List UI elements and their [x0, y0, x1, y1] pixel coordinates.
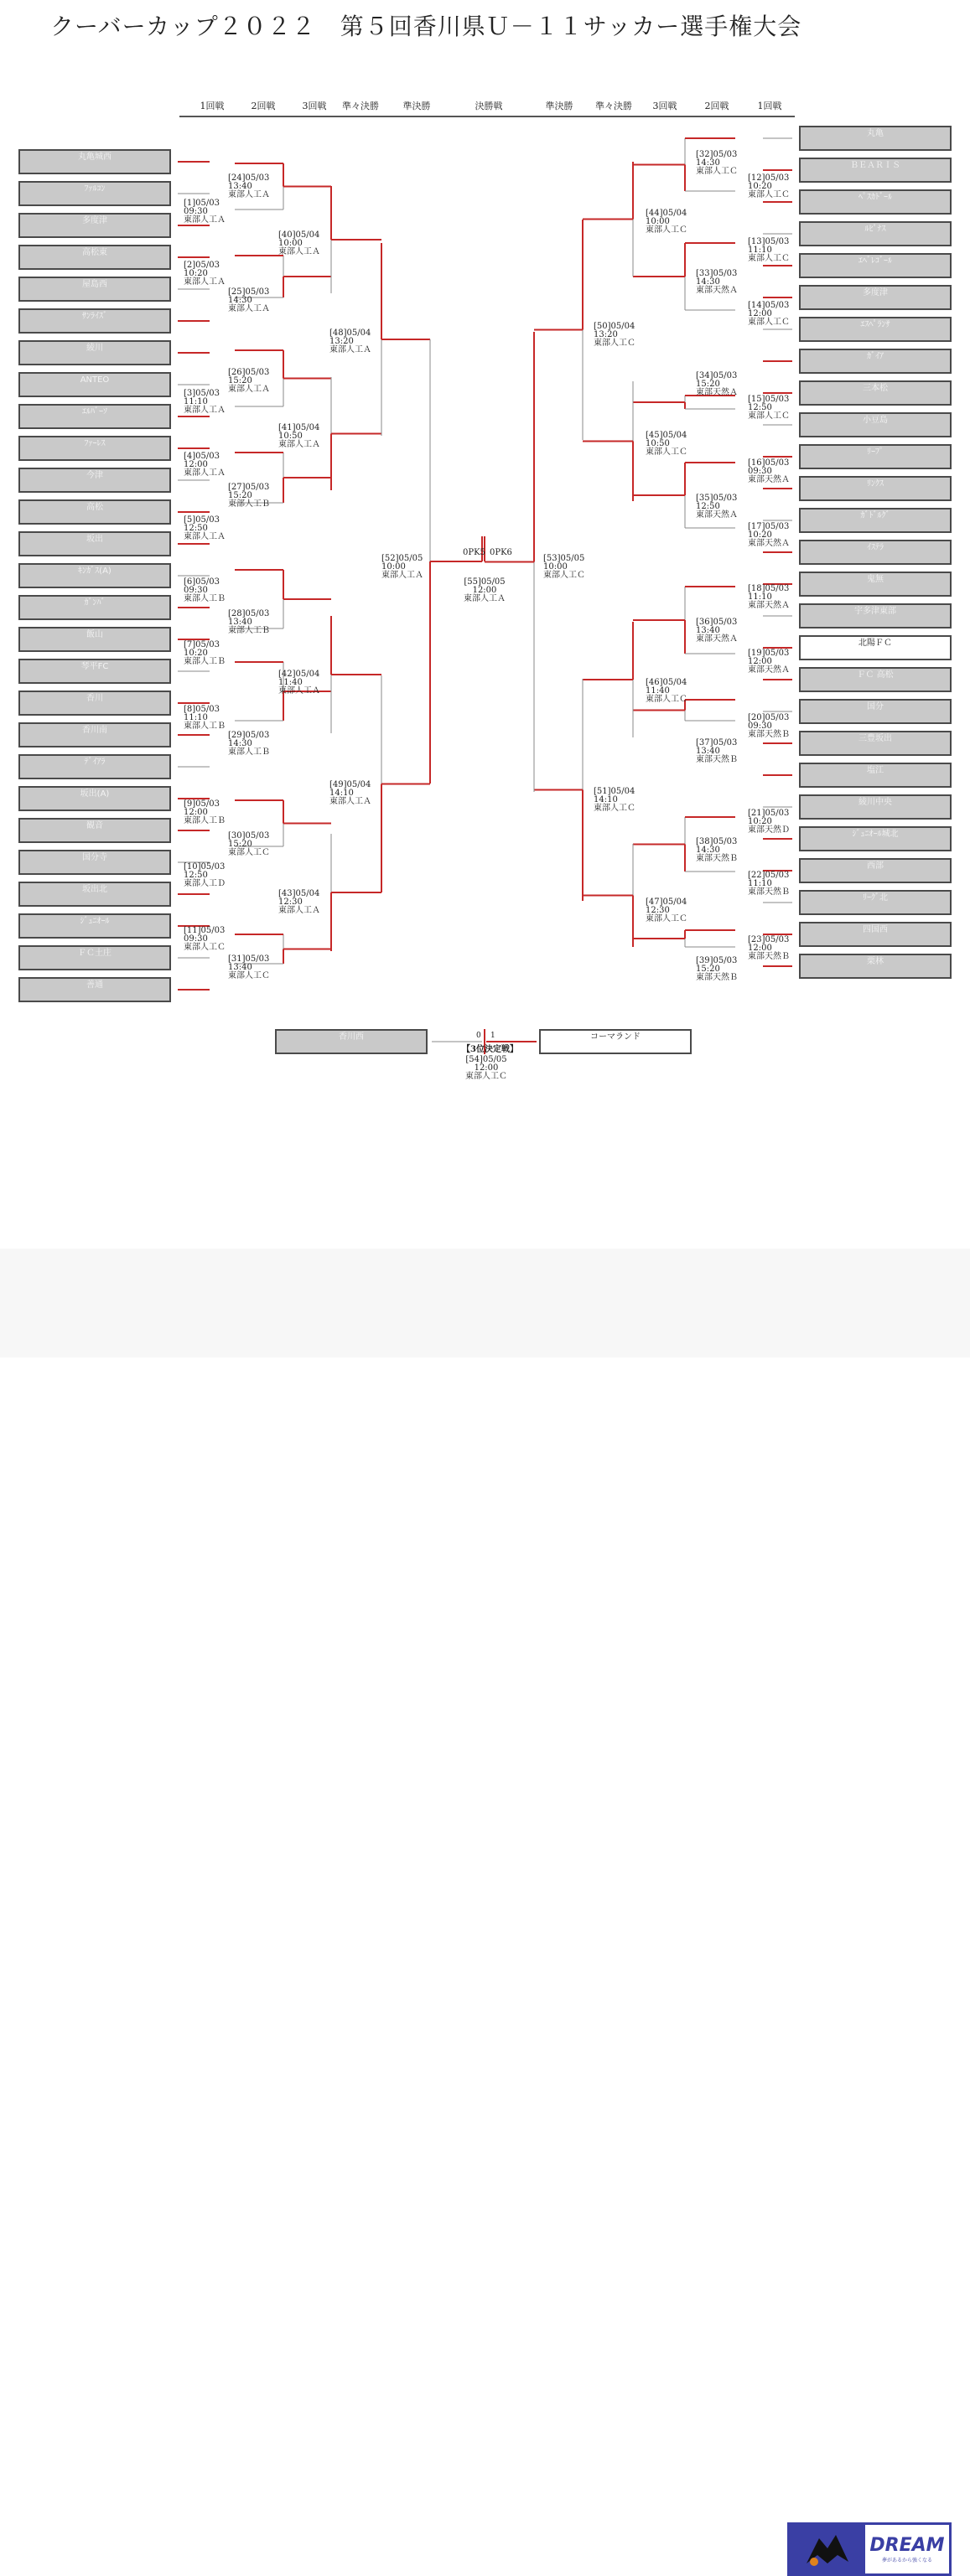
match-m15: [15]05/03 12:50 東部人工Ｃ [748, 395, 790, 421]
right-team-10: ﾘｰﾌﾟ [799, 444, 952, 469]
match-m22: [22]05/03 11:10 東部天然Ｂ [748, 871, 790, 897]
right-team-23: 西部 [799, 858, 952, 883]
left-team-0: 丸亀城西 [18, 149, 171, 174]
round-header-10: 1回戦 [757, 101, 782, 111]
left-team-12: 坂出 [18, 531, 171, 556]
match-m8: [8]05/03 11:10 東部人工Ｂ [184, 705, 226, 731]
left-team-1: ﾌｧﾙｺﾝ [18, 181, 171, 206]
left-team-22: 国分寺 [18, 850, 171, 875]
third-place-info: [54]05/05 12:00 東部人工Ｃ [465, 1055, 507, 1081]
footer [0, 1249, 970, 2563]
round-header-7: 準々決勝 [595, 101, 632, 111]
right-team-5: 多度津 [799, 285, 952, 310]
third-place-score-right: 1 [490, 1032, 495, 1040]
match-m49: [49]05/04 14:10 東部人工Ａ [329, 780, 371, 806]
match-m44: [44]05/04 10:00 東部人工Ｃ [646, 209, 687, 235]
right-team-19: 三豊坂出 [799, 731, 952, 756]
match-m38: [38]05/03 14:30 東部天然Ｂ [696, 837, 738, 863]
match-m23: [23]05/03 12:00 東部天然Ｂ [748, 935, 790, 961]
match-m18: [18]05/03 11:10 東部天然Ａ [748, 584, 790, 610]
right-team-2: ﾍﾟｽｶﾄﾞｰﾙ [799, 189, 952, 215]
match-m41: [41]05/04 10:50 東部人工Ａ [278, 423, 320, 449]
page-title: クーバーカップ２０２２ 第５回香川県Ｕ－１１サッカー選手権大会 [50, 13, 802, 40]
match-m46: [46]05/04 11:40 東部人工Ｃ [646, 678, 687, 704]
left-team-23: 坂出北 [18, 882, 171, 907]
match-m39: [39]05/03 15:20 東部天然Ｂ [696, 956, 738, 982]
right-team-24: ﾘｰｸﾞ北 [799, 890, 952, 915]
right-team-25: 四国西 [799, 922, 952, 947]
right-team-12: ｶﾞﾄﾞﾙｸﾞ [799, 508, 952, 533]
left-team-13: ｷﾝｶﾞｽ(A) [18, 563, 171, 588]
match-m7: [7]05/03 10:20 東部人工Ｂ [184, 640, 226, 666]
third-place-score-left: 0 [476, 1032, 481, 1040]
match-m12: [12]05/03 10:20 東部人工Ｃ [748, 173, 790, 199]
match-m52: [52]05/05 10:00 東部人工Ａ [381, 554, 423, 580]
round-header-2: 3回戦 [302, 101, 327, 111]
round-header-9: 2回戦 [704, 101, 729, 111]
left-team-18: 香川南 [18, 722, 171, 747]
left-team-19: ﾃﾞｲｱﾗ [18, 754, 171, 779]
crow-emblem-icon [790, 2525, 865, 2573]
match-m50: [50]05/04 13:20 東部人工Ｃ [594, 322, 635, 348]
match-m35: [35]05/03 12:50 東部天然Ａ [696, 494, 738, 520]
left-team-11: 高松 [18, 499, 171, 525]
match-m11: [11]05/03 09:30 東部人工Ｃ [184, 926, 226, 952]
match-m42: [42]05/04 11:40 東部人工Ａ [278, 670, 320, 696]
match-m17: [17]05/03 10:20 東部天然Ａ [748, 522, 790, 548]
match-m5: [5]05/03 12:50 東部人工Ａ [184, 515, 226, 541]
match-m21: [21]05/03 10:20 東部天然Ｄ [748, 809, 790, 835]
match-m4: [4]05/03 12:00 東部人工Ａ [184, 452, 226, 478]
left-team-7: ANTEO [18, 372, 171, 397]
left-team-10: 今津 [18, 468, 171, 493]
right-team-18: 国分 [799, 699, 952, 724]
right-team-7: ｶﾞｲｱ [799, 349, 952, 374]
right-team-9: 小豆島 [799, 412, 952, 437]
match-m3: [3]05/03 11:10 東部人工Ａ [184, 389, 226, 415]
right-team-13: ｲｽﾃﾗ [799, 540, 952, 565]
match-m6: [6]05/03 09:30 東部人工Ｂ [184, 577, 226, 603]
right-team-0: 丸亀 [799, 126, 952, 151]
left-team-21: 観音 [18, 818, 171, 843]
logo-tagline: 夢があるから強くなる [881, 2558, 932, 2563]
dream-logo [787, 2522, 952, 2576]
match-m43: [43]05/04 12:30 東部人工Ａ [278, 889, 320, 915]
match-m34: [34]05/03 15:20 東部天然Ａ [696, 371, 738, 397]
third-place-team-left: 香川西 [275, 1029, 428, 1054]
match-m20: [20]05/03 09:30 東部天然Ｂ [748, 713, 790, 739]
round-header-8: 3回戦 [652, 101, 677, 111]
match-m26: [26]05/03 15:20 東部人工Ａ [228, 368, 270, 394]
left-team-9: ﾌｧｰﾚｽ [18, 436, 171, 461]
left-team-14: ｶﾞﾝﾊﾞ [18, 595, 171, 620]
match-m28: [28]05/03 13:40 東部人工Ｂ [228, 609, 270, 635]
match-m45: [45]05/04 10:50 東部人工Ｃ [646, 431, 687, 457]
match-m53: [53]05/05 10:00 東部人工Ｃ [543, 554, 585, 580]
match-m10: [10]05/03 12:50 東部人工Ｄ [184, 862, 226, 888]
left-team-8: ｴﾙﾊﾞｰｿ [18, 404, 171, 429]
match-m36: [36]05/03 13:40 東部天然Ａ [696, 618, 738, 644]
right-team-26: 栗林 [799, 954, 952, 979]
left-team-20: 坂出(A) [18, 786, 171, 811]
round-header-5: 決勝戦 [475, 101, 503, 111]
left-team-6: 綾川 [18, 340, 171, 365]
match-m9: [9]05/03 12:00 東部人工Ｂ [184, 799, 226, 825]
match-m29: [29]05/03 14:30 東部人工Ｂ [228, 731, 270, 757]
match-m31: [31]05/03 13:40 東部人工Ｃ [228, 954, 270, 980]
right-team-22: ｼﾞｭﾆｵｰﾙ城北 [799, 826, 952, 851]
left-team-24: ｼﾞｭﾆｵｰﾙ [18, 913, 171, 939]
left-team-3: 高松東 [18, 245, 171, 270]
final-match-info: [55]05/05 12:00 東部人工Ａ [464, 577, 506, 603]
right-team-1: ＢＥＡＲＩＳ [799, 158, 952, 183]
match-m37: [37]05/03 13:40 東部天然Ｂ [696, 738, 738, 764]
match-m30: [30]05/03 15:20 東部人工Ｃ [228, 831, 270, 857]
right-team-8: 三本松 [799, 380, 952, 406]
match-m33: [33]05/03 14:30 東部天然Ａ [696, 269, 738, 295]
match-m32: [32]05/03 14:30 東部人工Ｃ [696, 150, 738, 176]
right-team-17: ＦＣ 高松 [799, 667, 952, 692]
match-m27: [27]05/03 15:20 東部人工Ｂ [228, 483, 270, 509]
right-team-4: ｴﾍﾞﾚｺﾞｰﾙ [799, 253, 952, 278]
left-team-5: ｻﾝﾗｲｽﾞ [18, 308, 171, 334]
right-team-11: ﾘﾝｸｽ [799, 476, 952, 501]
round-header-3: 準々決勝 [342, 101, 379, 111]
right-team-20: 塩江 [799, 763, 952, 788]
right-team-15: 宇多津東部 [799, 603, 952, 628]
third-place-label: 【3位決定戦】 [462, 1045, 518, 1054]
round-header-1: 2回戦 [251, 101, 276, 111]
match-m47: [47]05/04 12:30 東部人工Ｃ [646, 897, 687, 923]
match-m16: [16]05/03 09:30 東部天然Ａ [748, 458, 790, 484]
left-team-4: 屋島西 [18, 277, 171, 302]
match-m1: [1]05/03 09:30 東部人工Ａ [184, 199, 226, 225]
match-m24: [24]05/03 13:40 東部人工Ａ [228, 173, 270, 199]
right-team-16: 北陽ＦＣ [799, 635, 952, 660]
final-pk-left: 0PK5 [463, 548, 485, 557]
match-m14: [14]05/03 12:00 東部人工Ｃ [748, 301, 790, 327]
left-team-26: 善通 [18, 977, 171, 1002]
right-team-21: 綾川中央 [799, 794, 952, 820]
left-team-2: 多度津 [18, 213, 171, 238]
match-m25: [25]05/03 14:30 東部人工Ａ [228, 287, 270, 313]
right-team-14: 鬼無 [799, 572, 952, 597]
third-place-team-right: コーマランド [539, 1029, 692, 1054]
match-m19: [19]05/03 12:00 東部天然Ａ [748, 649, 790, 675]
final-pk-right: 0PK6 [490, 548, 512, 557]
round-header-4: 準決勝 [402, 101, 431, 111]
match-m48: [48]05/04 13:20 東部人工Ａ [329, 328, 371, 354]
match-m2: [2]05/03 10:20 東部人工Ａ [184, 261, 226, 287]
round-header-6: 準決勝 [545, 101, 573, 111]
round-header-0: 1回戦 [200, 101, 225, 111]
right-team-3: ﾙﾋﾟﾅｽ [799, 221, 952, 246]
match-m40: [40]05/04 10:00 東部人工Ａ [278, 230, 320, 256]
left-team-25: ＦＣ土庄 [18, 945, 171, 970]
match-m51: [51]05/04 14:10 東部人工Ｃ [594, 787, 635, 813]
left-team-15: 飯山 [18, 627, 171, 652]
left-team-16: 琴平FC [18, 659, 171, 684]
left-team-17: 香川 [18, 691, 171, 716]
match-m13: [13]05/03 11:10 東部人工Ｃ [748, 237, 790, 263]
right-team-6: ｴｽﾍﾟﾗﾝｻ [799, 317, 952, 342]
logo-wordmark: DREAM [869, 2535, 945, 2556]
